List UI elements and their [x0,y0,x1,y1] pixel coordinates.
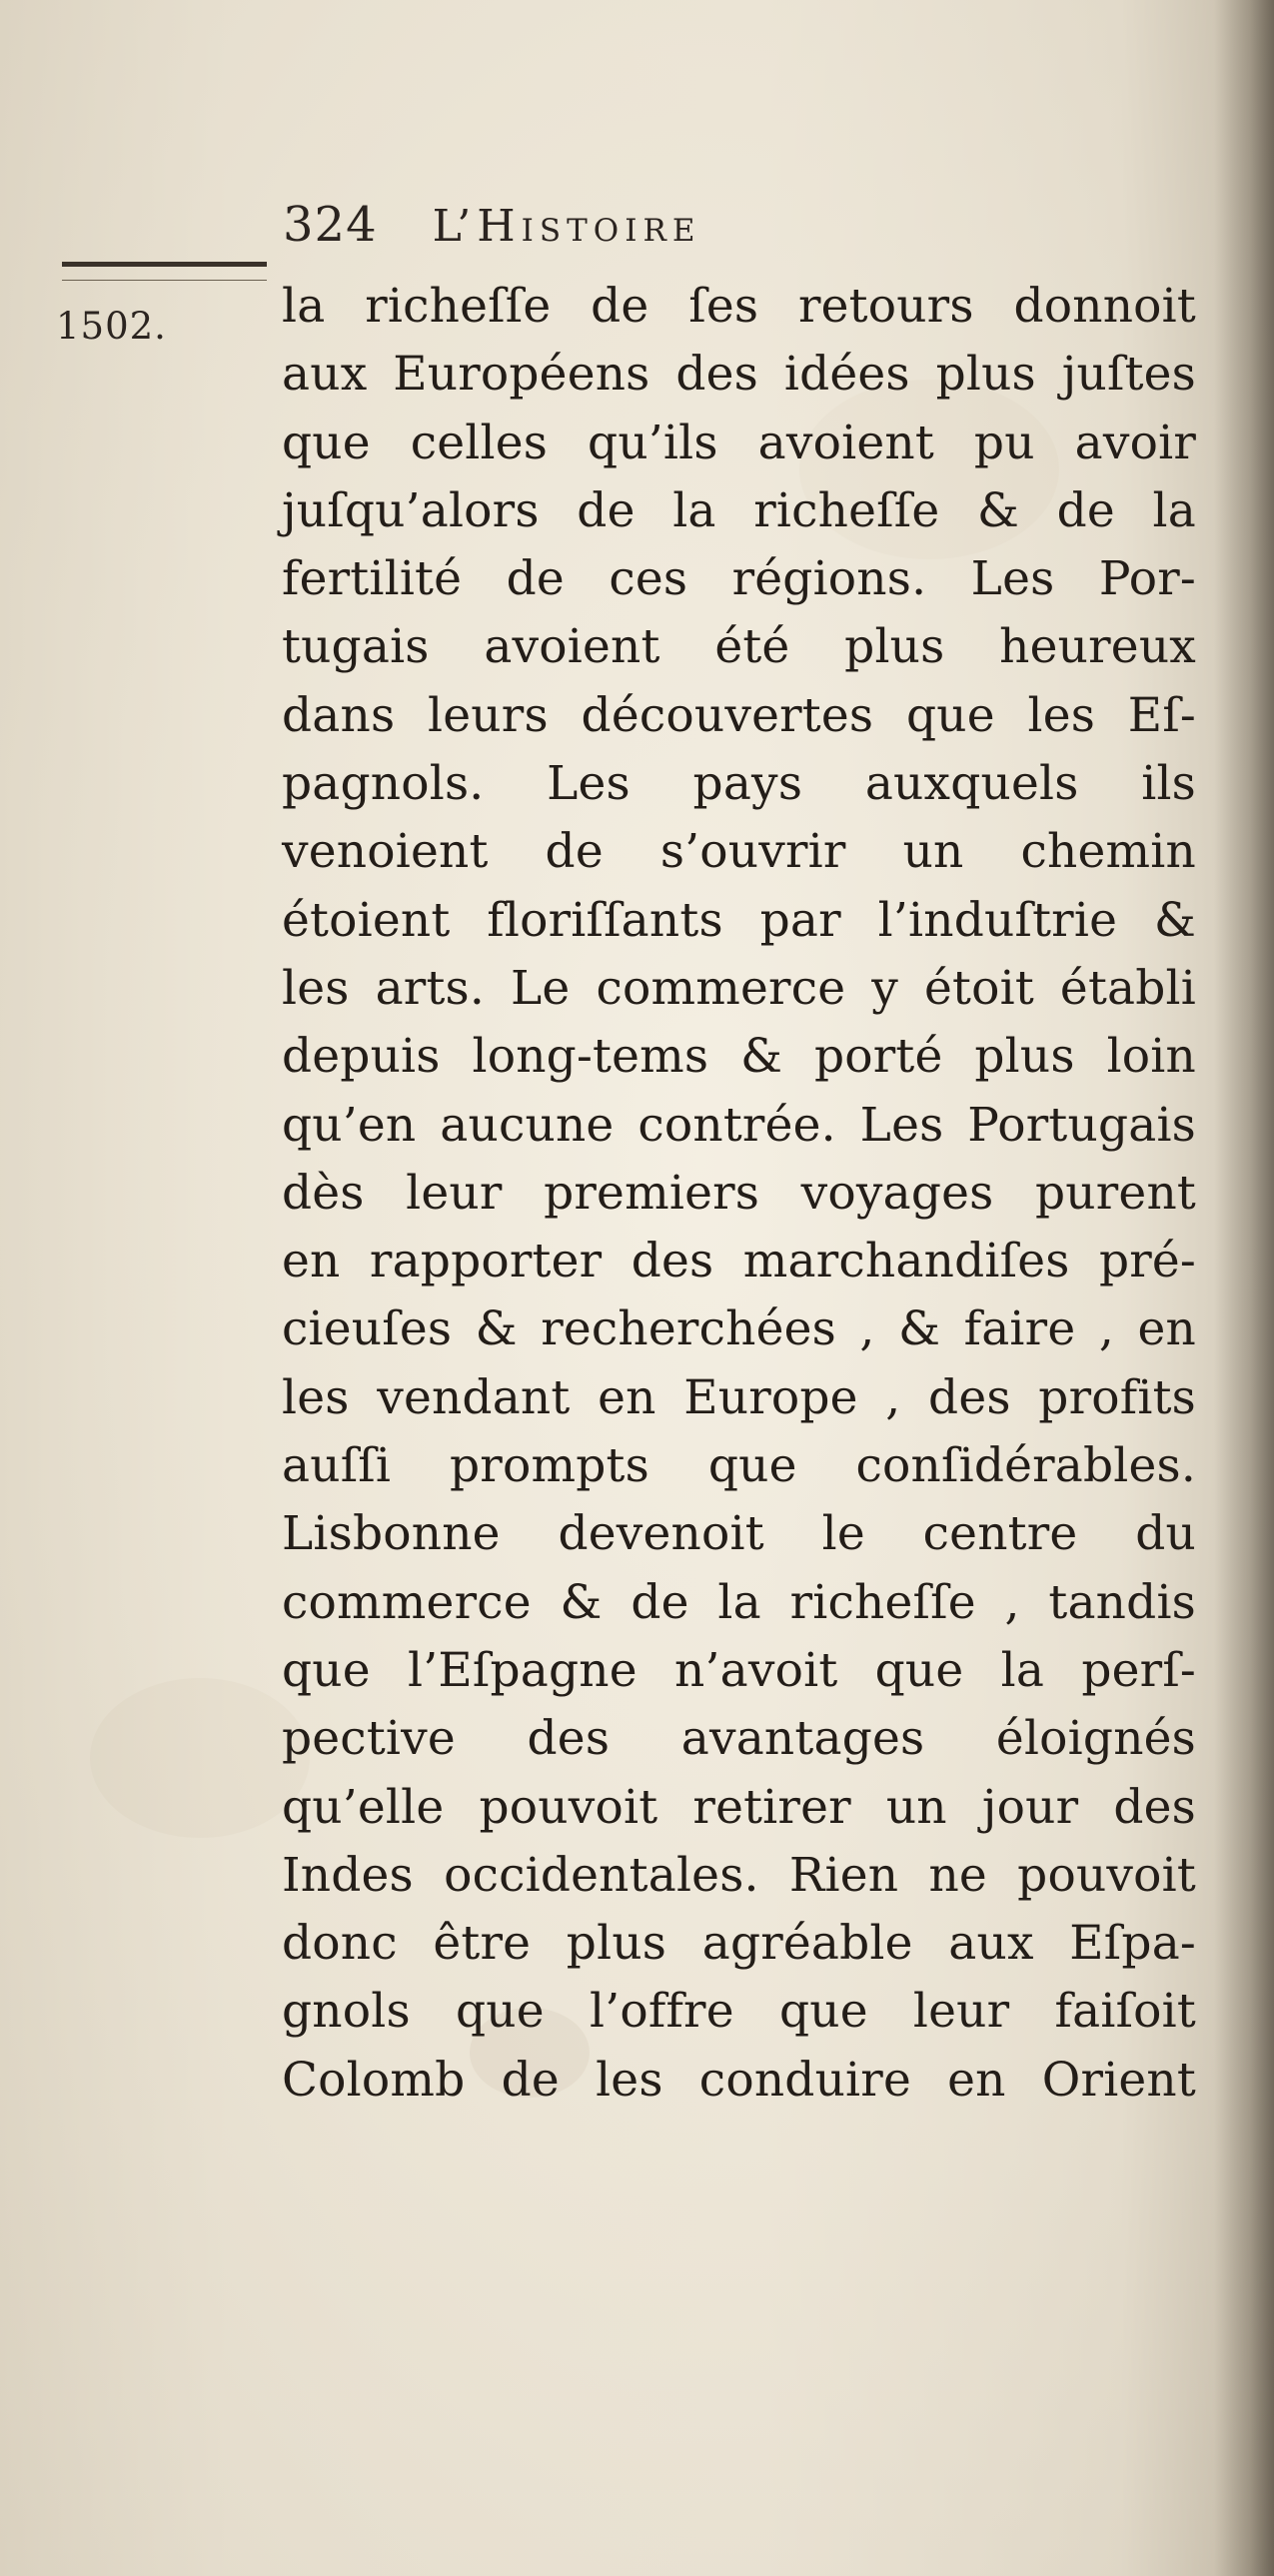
text-line: aux Européens des idées plus juſtes [282,347,1196,403]
text-line: Lisbonne devenoit le centre du [282,1506,1196,1562]
text-line: Colomb de les conduire en Orient [282,2052,1196,2108]
text-line: donc être plus agréable aux Eſpa- [282,1916,1196,1972]
text-line: les vendant en Europe , des profits [282,1369,1196,1425]
text-line: venoient de s’ouvrir un chemin [282,824,1196,880]
text-line: commerce & de la richeſſe , tandis [282,1574,1196,1630]
text-line: que l’Eſpagne n’avoit que la perſ- [282,1642,1196,1698]
running-head [283,197,700,257]
text-line: dès leur premiers voyages purent [282,1165,1196,1221]
text-line: tugais avoient été plus heureux [282,619,1196,675]
text-line: en rapporter des marchandiſes pré- [282,1234,1196,1289]
text-line: pective des avantages éloignés [282,1711,1196,1767]
page-number: 324 [283,197,378,253]
text-line: dans leurs découvertes que les Eſ- [282,687,1196,743]
ornamental-rule [62,262,267,267]
running-title: L’Histoire [432,201,701,252]
text-line: auſſi prompts que conſidérables. [282,1438,1196,1494]
text-line: que celles qu’ils avoient pu avoir [282,415,1196,470]
text-line: étoient floriſſants par l’induſtrie & [282,892,1196,948]
text-line: juſqu’alors de la richeſſe & de la [282,482,1196,538]
text-line: pagnols. Les pays auxquels ils [282,756,1196,812]
text-line: qu’en aucune contrée. Les Portugais [282,1097,1196,1153]
text-line: qu’elle pouvoit retirer un jour des [282,1779,1196,1835]
text-line: les arts. Le commerce y étoit établi [282,960,1196,1016]
body-text [282,273,1196,2115]
text-line: depuis long-tems & porté plus loin [282,1029,1196,1085]
spine-shadow [1214,0,1274,2576]
text-line: la richeſſe de ſes retours donnoit [282,279,1196,334]
paper-stain [90,1678,310,1838]
margin-year-note: 1502. [56,305,167,348]
ornamental-rule-thin [62,280,267,281]
text-line: Indes occidentales. Rien ne pouvoit [282,1847,1196,1903]
text-line: gnols que l’offre que leur faiſoit [282,1984,1196,2040]
text-line: fertilité de ces régions. Les Por- [282,551,1196,607]
text-line: cieuſes & recherchées , & faire , en [282,1301,1196,1357]
